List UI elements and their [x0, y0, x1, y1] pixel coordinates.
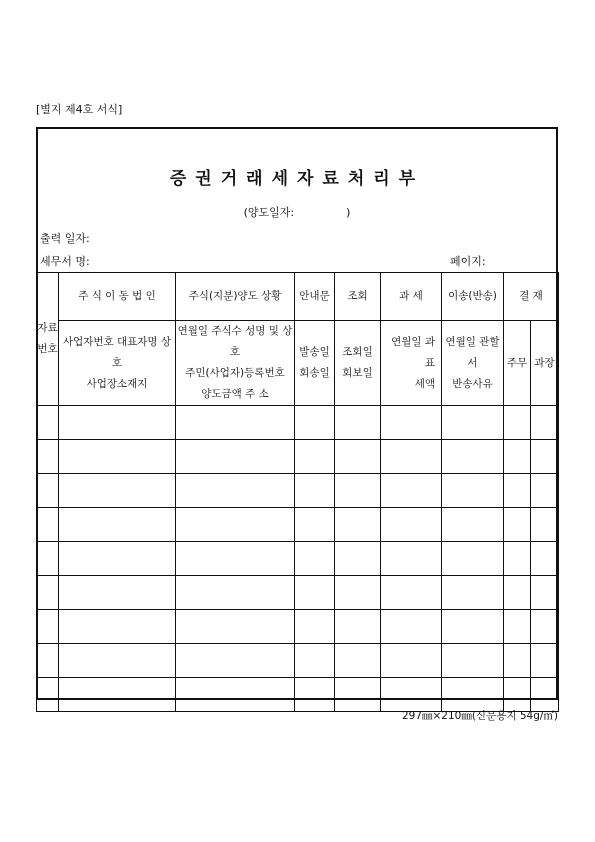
subheader-tax: 연월일 과표 세액 — [381, 321, 442, 406]
table-cell[interactable] — [381, 644, 442, 678]
table-cell[interactable] — [37, 678, 59, 712]
table-cell[interactable] — [335, 508, 381, 542]
table-cell[interactable] — [381, 610, 442, 644]
table-cell[interactable] — [335, 440, 381, 474]
paper-spec-footnote: 297㎜×210㎜(신문용지 54g/㎡) — [401, 710, 558, 722]
form-frame — [36, 127, 558, 700]
table-cell[interactable] — [381, 508, 442, 542]
table-cell[interactable] — [504, 542, 531, 576]
table-cell[interactable] — [176, 440, 295, 474]
table-cell[interactable] — [531, 542, 559, 576]
table-row — [37, 610, 559, 644]
table-cell[interactable] — [176, 576, 295, 610]
table-cell[interactable] — [37, 406, 59, 440]
table-row — [37, 542, 559, 576]
header-transfer-corp: 주 식 이 동 법 인 — [59, 273, 176, 321]
table-cell[interactable] — [381, 406, 442, 440]
table-cell[interactable] — [531, 576, 559, 610]
subheader-approval-chief: 과장 — [531, 321, 559, 406]
subheader-notice: 발송일 회송일 — [295, 321, 335, 406]
table-cell[interactable] — [37, 440, 59, 474]
subheader-transfer: 연월일 관할서 반송사유 — [442, 321, 504, 406]
header-record-no: 자료 번호 — [37, 273, 59, 406]
table-cell[interactable] — [381, 542, 442, 576]
table-cell[interactable] — [295, 406, 335, 440]
table-cell[interactable] — [59, 406, 176, 440]
table-cell[interactable] — [295, 542, 335, 576]
table-cell[interactable] — [381, 440, 442, 474]
transfer-date-line — [38, 204, 556, 220]
table-cell[interactable] — [59, 440, 176, 474]
table-cell[interactable] — [59, 576, 176, 610]
table-cell[interactable] — [504, 406, 531, 440]
page-label: 페이지: — [450, 255, 486, 268]
table-cell[interactable] — [176, 474, 295, 508]
table-cell[interactable] — [37, 542, 59, 576]
table-cell[interactable] — [381, 576, 442, 610]
subheader-approval-staff: 주무 — [504, 321, 531, 406]
table-cell[interactable] — [504, 440, 531, 474]
table-cell[interactable] — [504, 508, 531, 542]
form-title: 증권거래세자료처리부 — [169, 169, 425, 189]
table-cell[interactable] — [335, 576, 381, 610]
table-cell[interactable] — [504, 644, 531, 678]
table-cell[interactable] — [442, 678, 504, 712]
table-row — [37, 678, 559, 712]
table-cell[interactable] — [59, 542, 176, 576]
table-cell[interactable] — [295, 576, 335, 610]
ledger-body — [37, 406, 559, 712]
table-cell[interactable] — [335, 678, 381, 712]
table-cell[interactable] — [295, 474, 335, 508]
subheader-transfer-corp: 사업자번호 대표자명 상호 사업장소재지 — [59, 321, 176, 406]
table-cell[interactable] — [442, 542, 504, 576]
table-cell[interactable] — [381, 678, 442, 712]
subheader-row — [37, 321, 559, 406]
subheader-inquiry: 조회일 회보일 — [335, 321, 381, 406]
table-cell[interactable] — [504, 576, 531, 610]
table-cell[interactable] — [442, 610, 504, 644]
table-cell[interactable] — [531, 508, 559, 542]
table-cell[interactable] — [295, 644, 335, 678]
table-row — [37, 644, 559, 678]
table-row — [37, 440, 559, 474]
header-row — [37, 273, 559, 321]
table-cell[interactable] — [59, 474, 176, 508]
header-tax: 과 세 — [381, 273, 442, 321]
table-cell[interactable] — [37, 474, 59, 508]
table-cell[interactable] — [442, 576, 504, 610]
table-cell[interactable] — [59, 678, 176, 712]
subheader-transfer-status: 연월일 주식수 성명 및 상호 주민(사업자)등록번호 양도금액 주 소 — [176, 321, 295, 406]
ledger-table — [36, 272, 559, 712]
form-number-label: [별지 제4호 서식] — [36, 103, 123, 116]
table-cell[interactable] — [335, 406, 381, 440]
table-cell[interactable] — [442, 474, 504, 508]
output-date-label: 출력 일자: — [40, 232, 90, 245]
table-row — [37, 474, 559, 508]
table-cell[interactable] — [442, 508, 504, 542]
table-cell[interactable] — [442, 406, 504, 440]
header-transfer: 이송(반송) — [442, 273, 504, 321]
table-cell[interactable] — [295, 508, 335, 542]
table-cell[interactable] — [176, 508, 295, 542]
table-cell[interactable] — [176, 406, 295, 440]
table-cell[interactable] — [335, 644, 381, 678]
table-row — [37, 576, 559, 610]
table-cell[interactable] — [381, 474, 442, 508]
tax-office-label: 세무서 명: — [40, 255, 90, 268]
header-approval: 결 재 — [504, 273, 559, 321]
table-cell[interactable] — [442, 440, 504, 474]
table-cell[interactable] — [176, 678, 295, 712]
table-cell[interactable] — [176, 542, 295, 576]
header-transfer-status: 주식(지분)양도 상황 — [176, 273, 295, 321]
table-cell[interactable] — [295, 440, 335, 474]
table-cell[interactable] — [295, 678, 335, 712]
table-cell[interactable] — [504, 610, 531, 644]
table-cell[interactable] — [504, 474, 531, 508]
table-cell[interactable] — [37, 508, 59, 542]
table-cell[interactable] — [531, 440, 559, 474]
transfer-date-label: (양도일자: — [243, 206, 295, 219]
header-notice: 안내문 — [295, 273, 335, 321]
table-cell[interactable] — [442, 644, 504, 678]
table-cell[interactable] — [531, 644, 559, 678]
table-row — [37, 406, 559, 440]
table-cell[interactable] — [176, 644, 295, 678]
table-cell[interactable] — [295, 610, 335, 644]
table-cell[interactable] — [59, 508, 176, 542]
table-cell[interactable] — [335, 610, 381, 644]
table-cell[interactable] — [531, 406, 559, 440]
table-cell[interactable] — [504, 678, 531, 712]
table-cell[interactable] — [531, 610, 559, 644]
table-cell[interactable] — [59, 644, 176, 678]
header-inquiry: 조회 — [335, 273, 381, 321]
table-row — [37, 508, 559, 542]
transfer-date-close: ) — [346, 206, 351, 219]
table-cell[interactable] — [37, 610, 59, 644]
table-cell[interactable] — [531, 678, 559, 712]
table-cell[interactable] — [335, 474, 381, 508]
table-cell[interactable] — [37, 576, 59, 610]
table-cell[interactable] — [37, 644, 59, 678]
table-cell[interactable] — [59, 610, 176, 644]
table-cell[interactable] — [531, 474, 559, 508]
table-cell[interactable] — [335, 542, 381, 576]
table-cell[interactable] — [176, 610, 295, 644]
